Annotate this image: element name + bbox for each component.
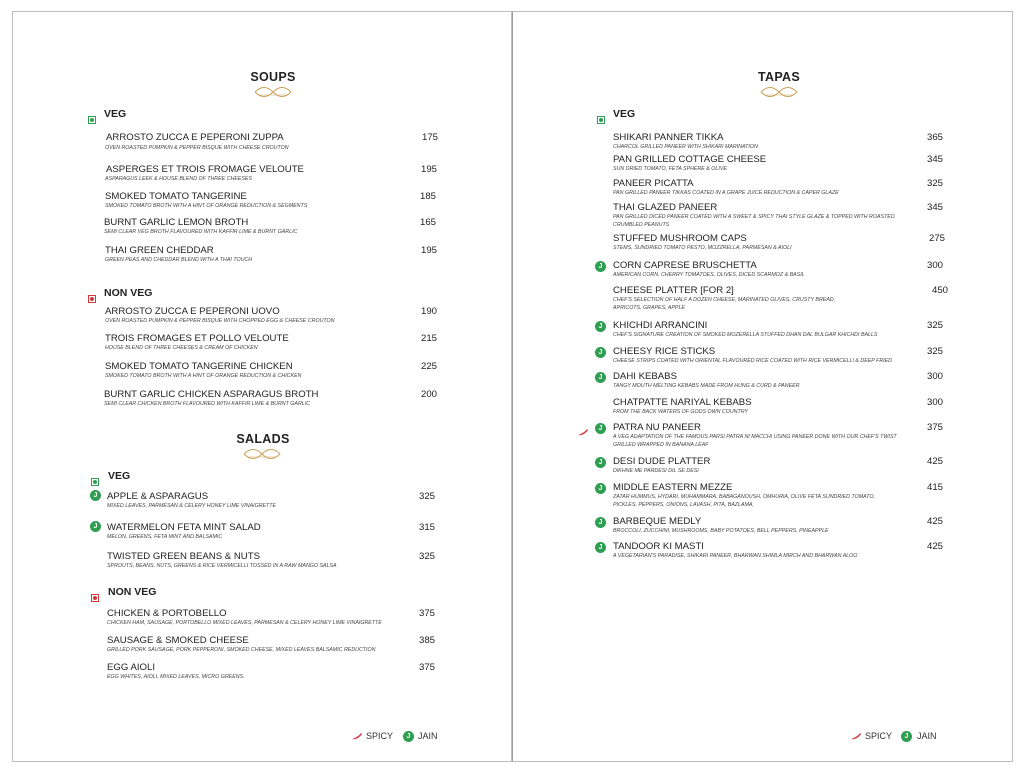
veg-icon: [91, 471, 99, 489]
item-name: BARBEQUE MEDLY: [613, 516, 702, 527]
item-name: DESI DUDE PLATTER: [613, 456, 711, 467]
item-price: 195: [420, 245, 437, 256]
item-price: 425: [926, 516, 943, 527]
flourish-ornament-icon: [759, 85, 799, 99]
item-price: 385: [418, 635, 435, 646]
item-description: A VEGETARIAN'S PARADISE, SHIKARI PANEER, BHARWAN SHIMLA MIRCH AND BHARWAN ALOO: [613, 553, 858, 559]
item-price: 450: [931, 285, 948, 296]
item-description: PAN GRILLED PANEER TIKKAS COATED IN A GRAPE JUICE REDUCTION & CAPER GLAZE: [613, 190, 839, 196]
item-description: SPROUTS, BEANS, NUTS, GREENS & RICE VERMICELLI TOSSED IN A RAW MANGO SALSA: [107, 563, 337, 569]
item-name: ARROSTO ZUCCA E PEPERONI ZUPPA: [106, 132, 284, 143]
item-name: THAI GREEN CHEDDAR: [105, 245, 214, 256]
item-description: DIKHNE ME PARDESI DIL SE DESI: [613, 468, 699, 474]
section-title-soups: SOUPS: [250, 70, 296, 84]
spicy-chili-icon: [850, 732, 862, 740]
item-name: THAI GLAZED PANEER: [613, 202, 718, 213]
item-name: SMOKED TOMATO TANGERINE CHICKEN: [105, 361, 293, 372]
item-name: APPLE & ASPARAGUS: [107, 491, 209, 502]
item-description: A VEG ADAPTATION OF THE FAMOUS PARSI PATRA NI MACCHI USING PANEER DONE WITH OUR CHEF'S TWIST: [613, 434, 897, 440]
item-description: ZATAR HUMMUS, HYDARI, MUHAMMARA, BABAGANOUSH, OMHURIA, OLIVE FETA SUNDRIED TOMATO,: [613, 494, 876, 500]
item-description: SMOKED TOMATO BROTH WITH A HINT OF ORANGE REDUCTION & SEGMENTS: [105, 203, 308, 209]
veg-icon: [88, 109, 96, 127]
item-description: EGG WHITES, AIOLI, MIXED LEAVES, MICRO GREENS.: [107, 674, 245, 680]
item-name: CHATPATTE NARIYAL KEBABS: [613, 397, 752, 408]
jain-icon: J: [90, 521, 101, 532]
item-name: TROIS FROMAGES ET POLLO VELOUTE: [105, 333, 289, 344]
item-description: PICKLES, PEPPERS, ONIONS, LAVASH, PITA, BAZLAMA,: [613, 501, 754, 508]
item-name: TWISTED GREEN BEANS & NUTS: [107, 551, 260, 562]
item-description: GREEN PEAS AND CHEDDAR BLEND WITH A THAI TOUCH: [105, 257, 253, 263]
item-price: 425: [926, 541, 943, 552]
item-price: 300: [926, 371, 943, 382]
item-description: CHICKEN HAM, SAUSAGE, PORTOBELLO MIXED LEAVES, PARMESAN & CELERY HONEY LIME VINAIGRETTE: [107, 620, 382, 626]
item-description: FROM THE BACK WATERS OF GODS OWN COUNTRY: [613, 409, 748, 415]
item-description: OVEN ROASTED PUMPKIN & PEPPER BISQUE WITH CHEESE CROUTON: [105, 145, 289, 151]
category-veg-tapas: VEG: [613, 108, 636, 120]
item-price: 175: [421, 132, 438, 143]
item-price: 315: [418, 522, 435, 533]
jain-icon: J: [595, 372, 606, 383]
jain-icon: J: [595, 321, 606, 332]
item-description: SEMI CLEAR VEG BROTH FLAVOURED WITH KAFFIR LIME & BURNT GARLIC: [104, 229, 298, 235]
item-price: 325: [418, 551, 435, 562]
item-name: SMOKED TOMATO TANGERINE: [105, 191, 247, 202]
category-veg-salads: VEG: [108, 470, 131, 482]
menu-page-left: [12, 11, 512, 762]
jain-icon: J: [595, 347, 606, 358]
spicy-chili-icon: [351, 732, 363, 740]
section-title-salads: SALADS: [236, 432, 290, 446]
item-price: 415: [926, 482, 943, 493]
item-name: PANEER PICATTA: [613, 178, 694, 189]
item-description: MIXED LEAVES, PARMESAN & CELERY HONEY LIME VINAIGRETTE: [107, 503, 277, 509]
item-description: TANGY MOUTH MELTING KEBABS MADE FROM HUNG & CURD & PANEER: [613, 383, 800, 389]
non-veg-icon: [88, 288, 96, 306]
item-description: GRILLED PORK SAUSAGE, PORK PEPPERONI, SMOKED CHEESE, MIXED LEAVES BALSAMIC REDUCTION: [107, 647, 376, 653]
flourish-ornament-icon: [242, 447, 282, 461]
item-name: ASPERGES ET TROIS FROMAGE VELOUTE: [106, 164, 304, 175]
item-description: CHEF'S SIGNATURE CREATION OF SMOKED MOZERELLA STUFFED DHAN DAL BULGAR KHICHDI BALLS: [613, 332, 878, 338]
item-price: 165: [419, 217, 436, 228]
item-description: CHARCOL GRILLED PANEER WITH SHIKARI MARINATION: [613, 144, 758, 150]
item-description: CHEESE STRIPS COATED WITH ORIENTAL FLAVOURED RICE COATED WITH RICE VERMICELLI & DEEP FRIED: [613, 358, 893, 364]
jain-icon: J: [595, 423, 606, 434]
item-name: PATRA NU PANEER: [613, 422, 701, 433]
item-price: 345: [926, 202, 943, 213]
item-price: 375: [926, 422, 943, 433]
item-name: TANDOOR KI MASTI: [613, 541, 704, 552]
item-description: AMERICAN CORN, CHERRY TOMATOES, OLIVES, DICED SCARMOZ & BASIL: [613, 272, 805, 278]
jain-icon: J: [595, 517, 606, 528]
legend-jain-label: JAIN: [917, 731, 937, 741]
flourish-ornament-icon: [253, 85, 293, 99]
item-description: SUN DRIED TOMATO, FETA SPHERE & OLIVE: [613, 166, 727, 172]
item-name: CHEESY RICE STICKS: [613, 346, 716, 357]
spicy-chili-icon: [577, 428, 589, 436]
item-price: 300: [926, 260, 943, 271]
item-price: 325: [926, 178, 943, 189]
non-veg-icon: [91, 587, 99, 605]
item-price: 225: [420, 361, 437, 372]
item-name: SHIKARI PANNER TIKKA: [613, 132, 724, 143]
item-price: 215: [420, 333, 437, 344]
item-description: MELON, GREENS, FETA MINT AND BALSAMIC: [107, 534, 223, 540]
item-name: DAHI KEBABS: [613, 371, 677, 382]
item-name: CHEESE PLATTER [FOR 2]: [613, 285, 734, 296]
section-title-tapas: TAPAS: [757, 70, 800, 84]
item-description: CRUMBLED PEANUTS: [613, 221, 670, 228]
item-price: 375: [418, 662, 435, 673]
item-name: STUFFED MUSHROOM CAPS: [613, 233, 747, 244]
veg-icon: [597, 109, 605, 127]
item-price: 345: [926, 154, 943, 165]
legend-spicy-label: SPICY: [865, 731, 893, 741]
item-price: 425: [926, 456, 943, 467]
legend-jain-label: JAIN: [418, 731, 438, 741]
item-price: 325: [926, 320, 943, 331]
jain-icon: J: [901, 731, 912, 742]
jain-icon: J: [403, 731, 414, 742]
item-name: KHICHDI ARRANCINI: [613, 320, 708, 331]
item-price: 325: [926, 346, 943, 357]
item-description: OVEN ROASTED PUMPKIN & PEPPER BISQUE WITH CHOPPED EGG & CHEESE CROUTON: [105, 318, 335, 324]
item-description: ASPARAGUS LEEK & HOUSE BLEND OF THREE CHEESES: [105, 176, 252, 182]
item-name: PAN GRILLED COTTAGE CHEESE: [613, 154, 767, 165]
item-description: PAN GRILLED DICED PANEER COATED WITH A SWEET & SPICY THAI STYLE GLAZE & TOPPED WITH ROASTED: [613, 214, 895, 220]
legend-spicy-label: SPICY: [366, 731, 394, 741]
jain-icon: J: [595, 542, 606, 553]
item-name: WATERMELON FETA MINT SALAD: [107, 522, 261, 533]
item-price: 300: [926, 397, 943, 408]
item-description: STEMS, SUNDRIED TOMATO PESTO, MOZZRELLA, PARMESAN & AIOLI: [613, 245, 792, 251]
item-name: ARROSTO ZUCCA E PEPERONI UOVO: [105, 306, 280, 317]
item-description: SEMI CLEAR CHICKEN BROTH FLAVOURED WITH KAFFIR LIME & BURNT GARLIC: [104, 401, 311, 407]
item-description: BROCCOLI, ZUCCHINI, MUSHROOMS, BABY POTATOES, BELL PEPPERS, PINEAPPLE: [613, 528, 829, 534]
jain-icon: J: [90, 490, 101, 501]
item-price: 275: [928, 233, 945, 244]
item-description: CHEF'S SELECTION OF HALF A DOZEN CHEESE, MARINATED OLIVES, CRUSTY BREAD,: [613, 297, 836, 303]
item-price: 325: [418, 491, 435, 502]
item-description: SMOKED TOMATO BROTH WITH A HINT OF ORANGE REDUCTION & CHICKEN: [105, 373, 302, 379]
item-name: CHICKEN & PORTOBELLO: [107, 608, 227, 619]
item-name: CORN CAPRESE BRUSCHETTA: [613, 260, 757, 271]
item-name: BURNT GARLIC CHICKEN ASPARAGUS BROTH: [104, 389, 319, 400]
item-price: 375: [418, 608, 435, 619]
item-description: GRILLED WRAPPED IN BANANA LEAF: [613, 441, 709, 448]
item-name: EGG AIOLI: [107, 662, 155, 673]
item-name: BURNT GARLIC LEMON BROTH: [104, 217, 249, 228]
category-nonveg-soups: NON VEG: [104, 287, 153, 299]
category-veg-soups: VEG: [104, 108, 127, 120]
category-nonveg-salads: NON VEG: [108, 586, 157, 598]
jain-icon: J: [595, 261, 606, 272]
item-price: 195: [420, 164, 437, 175]
jain-icon: J: [595, 457, 606, 468]
item-price: 190: [420, 306, 437, 317]
item-name: SAUSAGE & SMOKED CHEESE: [107, 635, 249, 646]
item-price: 365: [926, 132, 943, 143]
item-description: APRICOTS, GRAPES, APPLE: [613, 304, 685, 311]
item-price: 185: [419, 191, 436, 202]
item-description: HOUSE BLEND OF THREE CHEESES & CREAM OF CHICKEN: [105, 345, 258, 351]
item-price: 200: [420, 389, 437, 400]
item-name: MIDDLE EASTERN MEZZE: [613, 482, 733, 493]
jain-icon: J: [595, 483, 606, 494]
menu-page-right: [512, 11, 1013, 762]
